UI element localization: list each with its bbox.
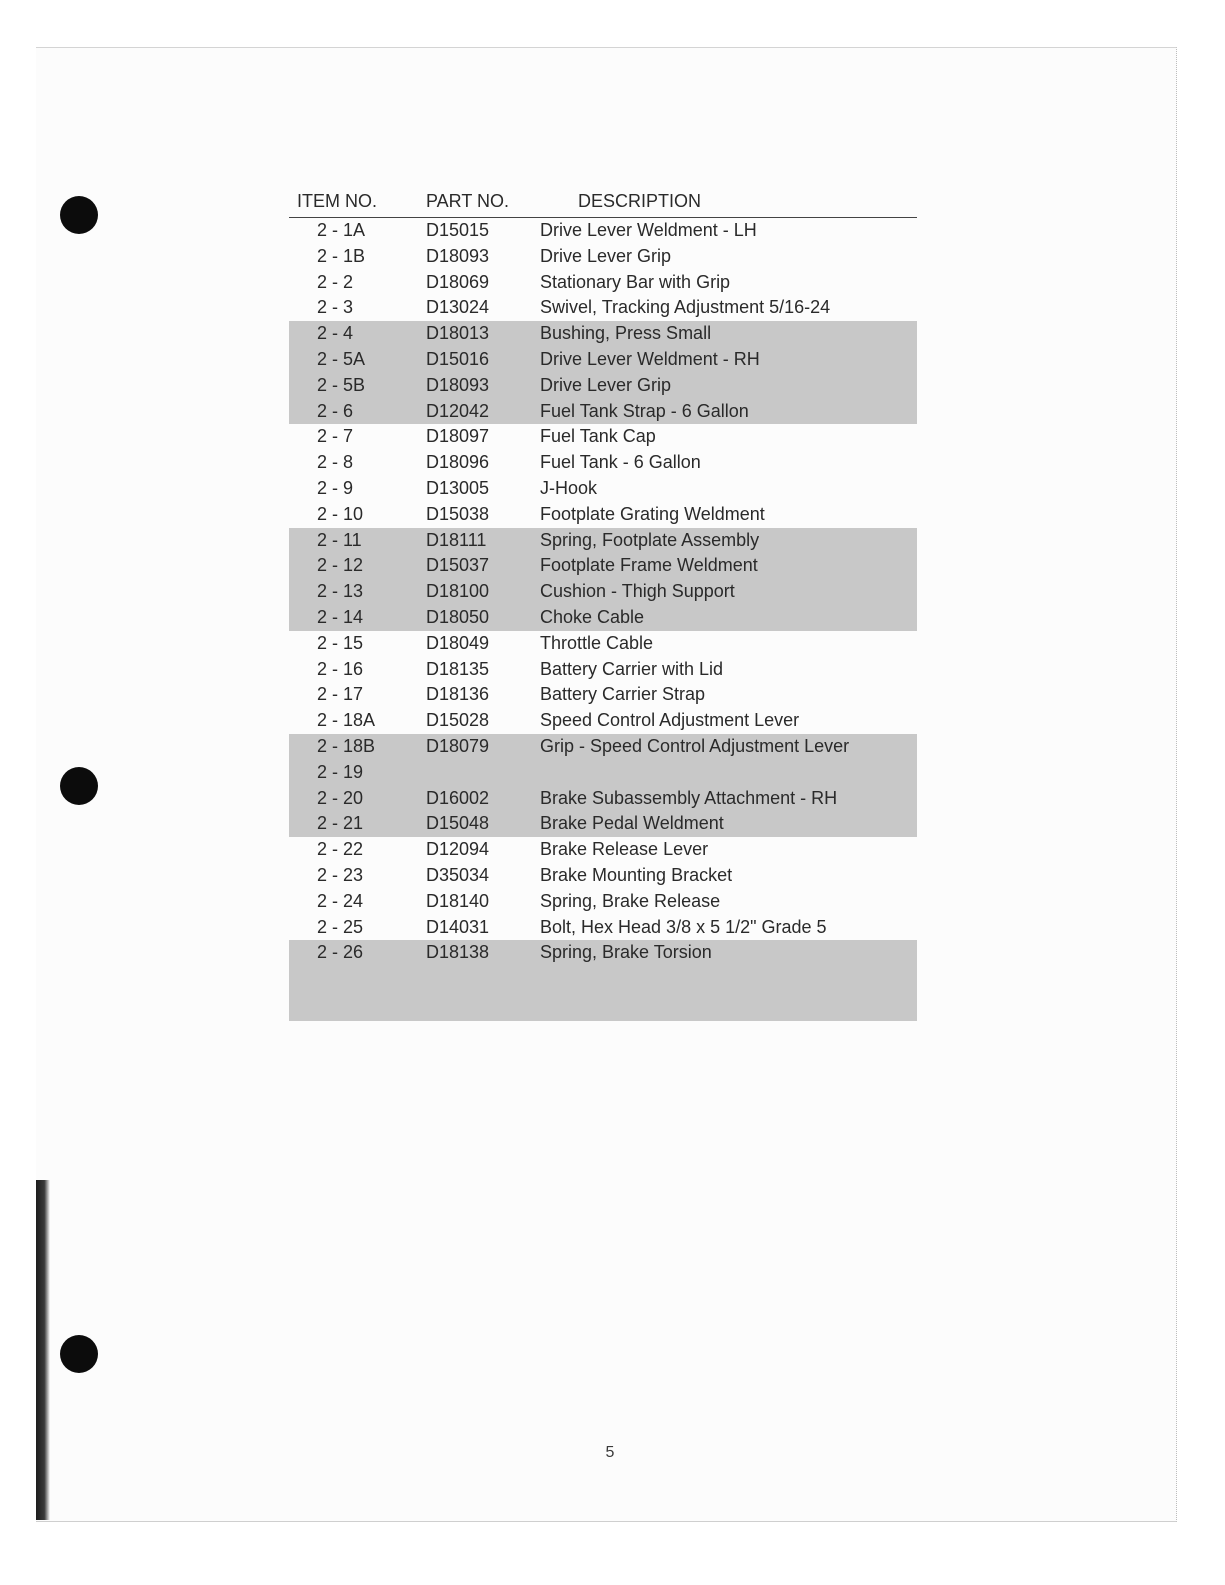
- description-cell: Battery Carrier Strap: [540, 684, 706, 705]
- table-row: [289, 915, 917, 941]
- part-no-cell: D18140: [426, 890, 490, 911]
- item-no-cell: 2 - 17: [317, 684, 364, 705]
- table-row: [289, 657, 917, 683]
- item-no-cell: 2 - 15: [317, 632, 364, 653]
- item-no-cell: 2 - 25: [317, 916, 364, 937]
- item-no-cell: 2 - 11: [317, 529, 362, 550]
- item-no-cell: 2 - 16: [317, 658, 364, 679]
- part-no-cell: D18050: [426, 606, 490, 627]
- part-no-cell: D35034: [426, 864, 490, 885]
- description-cell: Fuel Tank - 6 Gallon: [540, 452, 701, 473]
- table-row: [289, 476, 917, 502]
- part-no-cell: D18138: [426, 942, 490, 963]
- table-body: [289, 218, 917, 1021]
- row-group: [289, 218, 917, 321]
- shaded-row-group: [289, 528, 917, 631]
- item-no-cell: 2 - 4: [317, 323, 354, 344]
- description-cell: Footplate Frame Weldment: [540, 555, 758, 576]
- item-no-cell: 2 - 2: [317, 271, 354, 292]
- part-no-cell: D18079: [426, 735, 490, 756]
- item-no-cell: 2 - 7: [317, 426, 354, 447]
- table-row: [289, 605, 917, 631]
- header-item-no: ITEM NO.: [297, 191, 377, 211]
- description-cell: Grip - Speed Control Adjustment Lever: [540, 735, 850, 756]
- item-no-cell: 2 - 6: [317, 400, 354, 421]
- description-cell: Throttle Cable: [540, 632, 654, 653]
- description-cell: Fuel Tank Strap - 6 Gallon: [540, 400, 749, 421]
- blank-shaded-area: [289, 966, 917, 1021]
- table-row: [289, 631, 917, 657]
- description-cell: Speed Control Adjustment Lever: [540, 710, 800, 731]
- table-row: [289, 244, 917, 270]
- page-spine-edge: [36, 1180, 50, 1520]
- item-no-cell: 2 - 20: [317, 787, 364, 808]
- row-group: [289, 631, 917, 734]
- description-cell: Brake Mounting Bracket: [540, 864, 733, 885]
- description-cell: Cushion - Thigh Support: [540, 581, 735, 602]
- item-no-cell: 2 - 8: [317, 452, 354, 473]
- part-no-cell: D18136: [426, 684, 490, 705]
- table-row: [289, 682, 917, 708]
- item-no-cell: 2 - 3: [317, 297, 354, 318]
- part-no-cell: D12042: [426, 400, 490, 421]
- table-header: [289, 186, 917, 218]
- description-cell: Brake Release Lever: [540, 839, 709, 860]
- description-cell: Drive Lever Grip: [540, 374, 672, 395]
- part-no-cell: D16002: [426, 787, 490, 808]
- item-no-cell: 2 - 14: [317, 606, 364, 627]
- description-cell: Drive Lever Grip: [540, 245, 672, 266]
- table-row: [289, 760, 917, 786]
- shaded-row-group: [289, 321, 917, 424]
- part-no-cell: D15015: [426, 220, 490, 240]
- table-row: [289, 579, 917, 605]
- description-cell: Spring, Footplate Assembly: [540, 529, 760, 550]
- part-no-cell: D18069: [426, 271, 490, 292]
- item-no-cell: 2 - 19: [317, 761, 364, 782]
- table-row: [289, 786, 917, 812]
- description-cell: Spring, Brake Torsion: [540, 942, 712, 963]
- page-number: 5: [605, 1444, 615, 1461]
- part-no-cell: D18049: [426, 632, 490, 653]
- item-no-cell: 2 - 26: [317, 942, 364, 963]
- table-row: [289, 811, 917, 837]
- description-cell: Spring, Brake Release: [540, 890, 721, 911]
- item-no-cell: 2 - 21: [317, 813, 364, 834]
- part-no-cell: D15037: [426, 555, 490, 576]
- table-row: [289, 321, 917, 347]
- table-row: [289, 373, 917, 399]
- item-no-cell: 2 - 12: [317, 555, 364, 576]
- part-no-cell: D18096: [426, 452, 490, 473]
- item-no-cell: 2 - 18B: [317, 735, 376, 756]
- header-part-no: PART NO.: [426, 191, 510, 211]
- table-row: [289, 863, 917, 889]
- part-no-cell: D18097: [426, 426, 490, 447]
- table-row: [289, 347, 917, 373]
- description-cell: Drive Lever Weldment - RH: [540, 348, 760, 369]
- table-row: [289, 450, 917, 476]
- part-no-cell: D18100: [426, 581, 490, 602]
- item-no-cell: 2 - 18A: [317, 710, 376, 731]
- binder-hole-bottom: [60, 1335, 98, 1373]
- part-no-cell: D15048: [426, 813, 490, 834]
- description-cell: Brake Pedal Weldment: [540, 813, 724, 834]
- part-no-cell: D13024: [426, 297, 490, 318]
- table-row: [289, 399, 917, 425]
- item-no-cell: 2 - 23: [317, 864, 364, 885]
- table-row: [289, 837, 917, 863]
- table-row: [289, 708, 917, 734]
- part-no-cell: D13005: [426, 477, 490, 498]
- table-row: [289, 940, 917, 966]
- table-row: [289, 889, 917, 915]
- table-row: [289, 424, 917, 450]
- description-cell: Stationary Bar with Grip: [540, 271, 731, 292]
- part-no-cell: D18111: [426, 529, 487, 550]
- item-no-cell: 2 - 22: [317, 839, 364, 860]
- binder-hole-middle: [60, 767, 98, 805]
- item-no-cell: 2 - 10: [317, 503, 364, 524]
- table-row: [289, 734, 917, 760]
- table-row: [289, 218, 917, 244]
- table-row: [289, 502, 917, 528]
- description-cell: Drive Lever Weldment - LH: [540, 220, 757, 240]
- part-no-cell: D18093: [426, 245, 490, 266]
- part-no-cell: D18135: [426, 658, 490, 679]
- item-no-cell: 2 - 5A: [317, 348, 366, 369]
- description-cell: Bushing, Press Small: [540, 323, 712, 344]
- row-group: [289, 837, 917, 940]
- part-no-cell: D15028: [426, 710, 490, 731]
- item-no-cell: 2 - 1A: [317, 220, 366, 240]
- item-no-cell: 2 - 5B: [317, 374, 366, 395]
- part-no-cell: D15016: [426, 348, 490, 369]
- part-no-cell: D18013: [426, 323, 490, 344]
- table-row: [289, 295, 917, 321]
- binder-hole-top: [60, 196, 98, 234]
- table-row: [289, 270, 917, 296]
- description-cell: Brake Subassembly Attachment - RH: [540, 787, 838, 808]
- item-no-cell: 2 - 24: [317, 890, 364, 911]
- description-cell: Fuel Tank Cap: [540, 426, 656, 447]
- header-description: DESCRIPTION: [578, 191, 702, 211]
- table-row: [289, 553, 917, 579]
- description-cell: Choke Cable: [540, 606, 645, 627]
- description-cell: Bolt, Hex Head 3/8 x 5 1/2" Grade 5: [540, 916, 827, 937]
- part-no-cell: D12094: [426, 839, 490, 860]
- item-no-cell: 2 - 9: [317, 477, 354, 498]
- description-cell: J-Hook: [540, 477, 598, 498]
- parts-list-table: [289, 186, 917, 1021]
- row-group: [289, 424, 917, 527]
- description-cell: Footplate Grating Weldment: [540, 503, 765, 524]
- table-row: [289, 528, 917, 554]
- description-cell: Swivel, Tracking Adjustment 5/16-24: [540, 297, 831, 318]
- part-no-cell: D15038: [426, 503, 490, 524]
- part-no-cell: D14031: [426, 916, 490, 937]
- shaded-row-group: [289, 940, 917, 1021]
- item-no-cell: 2 - 13: [317, 581, 364, 602]
- description-cell: Battery Carrier with Lid: [540, 658, 724, 679]
- item-no-cell: 2 - 1B: [317, 245, 366, 266]
- shaded-row-group: [289, 734, 917, 837]
- part-no-cell: D18093: [426, 374, 490, 395]
